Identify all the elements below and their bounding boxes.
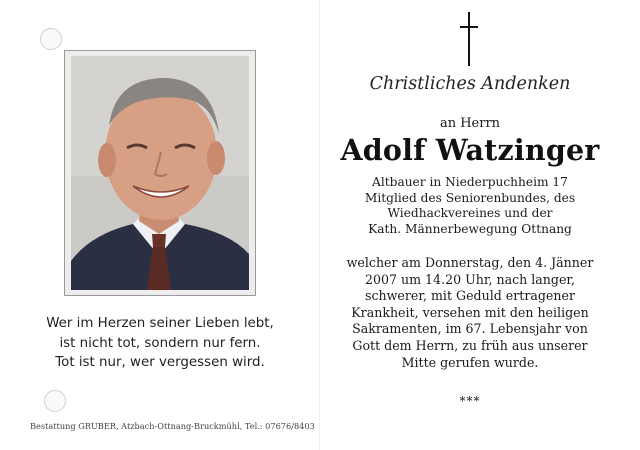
obituary-line: Gott dem Herrn, zu früh aus unserer [352,337,588,353]
obituary-text [320,255,620,371]
heading: Christliches Andenken [369,74,571,94]
titles-block [320,175,620,237]
obituary-line: Sakramenten, im 67. Lebensjahr von [352,321,588,337]
deceased-name: Adolf Watzinger [340,133,600,167]
portrait-frame [64,50,256,296]
punch-hole-bottom [44,390,66,412]
poem-line: Wer im Herzen seiner Lieben lebt, [46,316,274,331]
obituary-line: schwerer, mit Geduld ertragener [365,288,575,304]
poem-line: ist nicht tot, sondern nur fern. [59,335,261,351]
poem [10,314,310,373]
obituary-line: Mitte gerufen wurde. [401,354,539,370]
poem-line: Tot ist nur, wer vergessen wird. [55,355,265,370]
title-line: Mitglied des Seniorenbundes, des [364,190,576,205]
title-line: Kath. Männerbewegung Ottnang [368,221,572,236]
obituary-line: Krankheit, versehen mit den heiligen [351,304,589,320]
punch-hole-top [40,28,62,50]
title-line: Altbauer in Niederpuchheim 17 [372,175,568,189]
closing-stars: *** [459,394,481,408]
portrait-illustration [71,56,249,290]
salutation: an Herrn [439,116,501,131]
obituary-line: 2007 um 14.20 Uhr, nach langer, [364,271,576,287]
portrait-photo [71,56,249,290]
cross-icon [459,12,479,66]
title-line: Wiedhackvereines und der [387,206,553,221]
funeral-home-credit: Bestattung GRUBER, Atzbach-Ottnang-Bruckmühl, Tel.: 07676/8403 [30,421,315,431]
obituary-line: welcher am Donnerstag, den 4. Jänner [346,255,594,270]
